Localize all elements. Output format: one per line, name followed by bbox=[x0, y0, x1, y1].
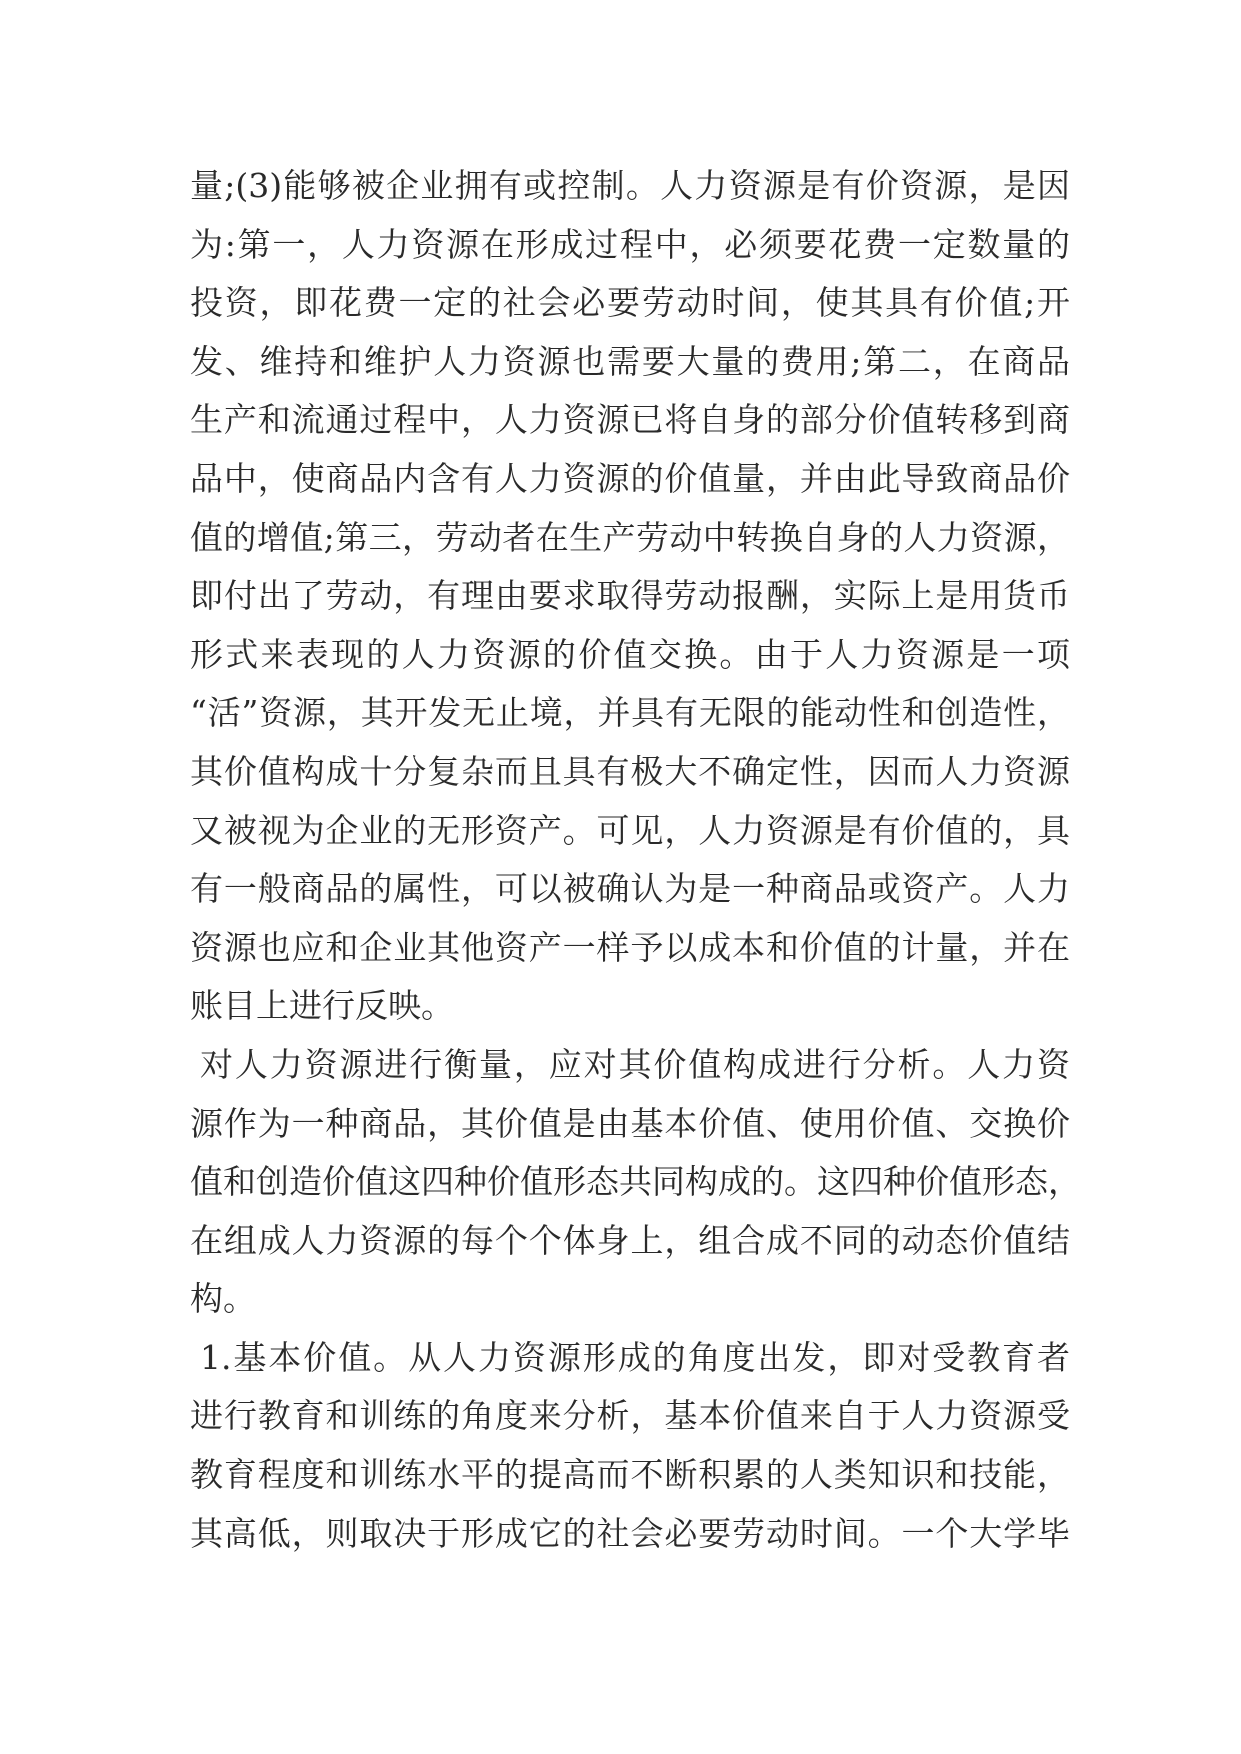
text-line: 形式来表现的人力资源的价值交换。由于人力资源是一项 bbox=[190, 634, 1070, 674]
text-line: 有一般商品的属性，可以被确认为是一种商品或资产。人力 bbox=[190, 869, 1070, 909]
text-line: 构。 bbox=[190, 1279, 256, 1319]
text-line: 账目上进行反映。 bbox=[190, 986, 454, 1026]
text-line: 投资，即花费一定的社会必要劳动时间，使其具有价值;开 bbox=[190, 283, 1070, 323]
text-line: 在组成人力资源的每个个体身上，组合成不同的动态价值结 bbox=[190, 1220, 1070, 1260]
body-text bbox=[190, 157, 1081, 1563]
text-line: 量;(3)能够被企业拥有或控制。人力资源是有价资源，是因 bbox=[190, 166, 1070, 205]
text-line: 源作为一种商品，其价值是由基本价值、使用价值、交换价 bbox=[190, 1103, 1070, 1143]
text-line: 资源也应和企业其他资产一样予以成本和价值的计量，并在 bbox=[190, 927, 1070, 967]
text-line: 其价值构成十分复杂而且具有极大不确定性，因而人力资源 bbox=[190, 751, 1070, 791]
text-line: 值的增值;第三，劳动者在生产劳动中转换自身的人力资源， bbox=[190, 517, 1070, 557]
text-line: 其高低，则取决于形成它的社会必要劳动时间。一个大学毕 bbox=[190, 1513, 1070, 1553]
text-line: 发、维持和维护人力资源也需要大量的费用;第二，在商品 bbox=[190, 341, 1070, 381]
text-line: 即付出了劳动，有理由要求取得劳动报酬，实际上是用货币 bbox=[190, 576, 1070, 616]
text-line: 品中，使商品内含有人力资源的价值量，并由此导致商品价 bbox=[190, 458, 1070, 498]
text-line: “活”资源，其开发无止境，并具有无限的能动性和创造性， bbox=[190, 693, 1070, 733]
text-line: 对人力资源进行衡量，应对其价值构成进行分析。人力资 bbox=[200, 1044, 1070, 1084]
text-line: 又被视为企业的无形资产。可见，人力资源是有价值的，具 bbox=[190, 810, 1070, 850]
text-line: 生产和流通过程中，人力资源已将自身的部分价值转移到商 bbox=[190, 400, 1070, 440]
text-line: 1.基本价值。从人力资源形成的角度出发，即对受教育者 bbox=[200, 1337, 1070, 1377]
text-line: 为:第一，人力资源在形成过程中，必须要花费一定数量的 bbox=[190, 224, 1070, 264]
text-line: 值和创造价值这四种价值形态共同构成的。这四种价值形态， bbox=[190, 1162, 1081, 1202]
text-line: 教育程度和训练水平的提高而不断积累的人类知识和技能， bbox=[190, 1455, 1070, 1495]
text-line: 进行教育和训练的角度来分析，基本价值来自于人力资源受 bbox=[190, 1396, 1070, 1436]
